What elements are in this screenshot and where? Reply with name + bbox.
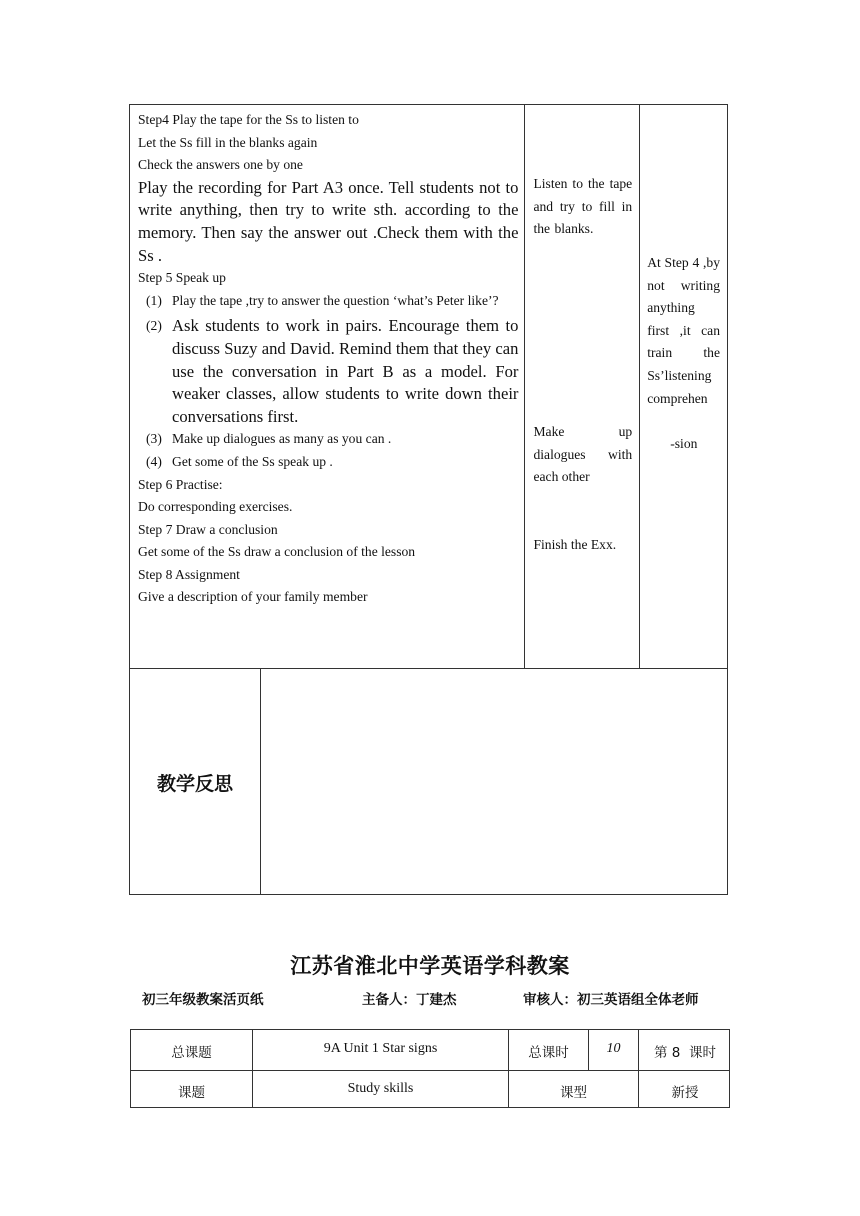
item-number: (3) [146,431,162,447]
purpose-text-end: -sion [670,436,698,451]
cell-total-topic-label: 总课题 [171,1045,212,1061]
activity-exercises: Finish the Exx. [533,537,617,552]
item-number: (4) [146,453,162,469]
cell-lesson-number: 第 8 课时 [654,1045,716,1061]
purpose-text: At Step 4 ,by not writing anything first ,it can train the Ss’listening comprehen [647,255,720,406]
step-line: Let the Ss fill in the blanks again [138,134,318,150]
student-activity-cell [525,105,640,669]
subtitle-reviewer: 审核人：初三英语组全体老师 [523,992,699,1008]
list-item [138,428,518,451]
steps-cell [130,105,525,669]
row-divider [131,1070,729,1071]
page-title: 江苏省淮北中学英语学科教案 [290,954,570,978]
cell-total-hours-label: 总课时 [528,1045,569,1061]
cell-total-hours-value: 10 [606,1041,621,1056]
cell-unit-title: 9A Unit 1 Star signs [323,1041,438,1056]
step-line: Do corresponding exercises. [138,499,293,515]
subtitle-grade: 初三年级教案活页纸 [142,992,264,1008]
reflection-content [261,669,727,894]
activity-listen: Listen to the tape and try to fill in the blanks. [533,176,633,237]
purpose-cell [640,105,728,669]
steps-outro [138,474,518,610]
list-item [138,290,518,313]
recording-paragraph: Play the recording for Part A3 once. Tell students not to write anything, then try to write sth. according to the memory. Then say the answer out .Check them with the Ss . [138,177,519,265]
cell-type-label: 课型 [560,1085,587,1101]
item-text: Ask students to work in pairs. Encourage them to discuss Suzy and David. Remind them that they can use the conversation in Part B as a model. For weaker classes, allow students to write down their conversations first. [172,316,519,426]
item-text: Get some of the Ss speak up . [172,453,333,469]
cell-topic-label: 课题 [178,1085,205,1101]
reflection-row [129,668,728,895]
list-item [138,451,518,474]
item-text: Play the tape ,try to answer the question ‘what’s Peter like’? [172,292,499,308]
item-number: (1) [146,292,162,308]
activity-dialogues: Make up dialogues with each other [533,424,633,485]
step-line: Step 6 Practise: [138,476,223,492]
step-line: Give a description of your family member [138,589,368,605]
list-item [138,315,518,428]
reflection-label: 教学反思 [156,773,233,795]
steps-intro [138,109,518,177]
step-line: Get some of the Ss draw a conclusion of the lesson [138,544,416,560]
step-line: Step 7 Draw a conclusion [138,521,278,537]
subtitle-author: 主备人：丁建杰 [362,992,457,1008]
step5-heading: Step 5 Speak up [138,270,226,286]
cell-type-value: 新授 [671,1085,699,1101]
step-line: Step 8 Assignment [138,566,240,582]
step-line: Step4 Play the tape for the Ss to listen to [138,112,359,127]
step-line: Check the answers one by one [138,157,303,173]
item-number: (2) [146,318,162,334]
cell-topic-value: Study skills [347,1081,414,1096]
item-text: Make up dialogues as many as you can . [172,431,392,447]
step5-list [138,290,518,474]
info-table [130,1029,730,1108]
